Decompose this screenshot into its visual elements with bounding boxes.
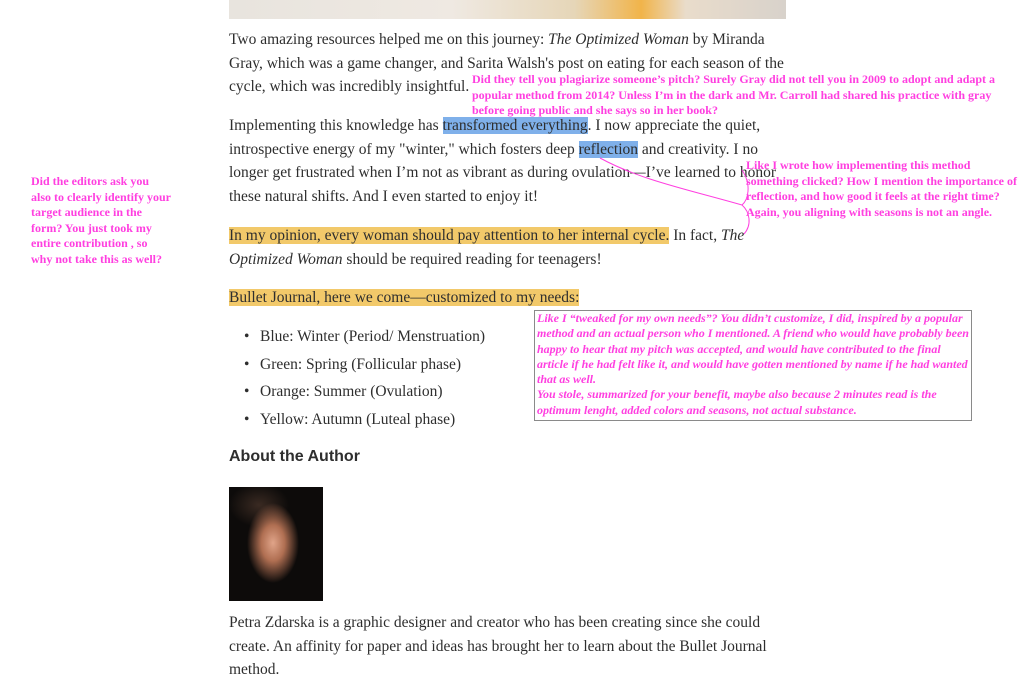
list-item: • Blue: Winter (Period/ Menstruation)	[244, 326, 485, 354]
annotation-right: Like I wrote how implementing this method something clicked? How I mention the importance of reflection, and how good it feels at the right time? Again, you aligning with seasons is not an angle.	[746, 158, 1017, 219]
highlight-transformed[interactable]: transformed everything	[442, 117, 588, 134]
text-span: Two amazing resources helped me on this journey:	[229, 31, 549, 48]
author-bio: Petra Zdarska is a graphic designer and creator who has been creating since she could create. An affinity for paper and ideas has brought her to learn about the Bullet Journal method.	[229, 614, 767, 678]
about-author-heading: About the Author	[229, 448, 360, 465]
list-item: • Yellow: Autumn (Luteal phase)	[244, 409, 485, 437]
list-item: • Green: Spring (Follicular phase)	[244, 354, 485, 382]
book-title: The Optimized Woman	[229, 227, 745, 268]
text-span: In fact,	[669, 227, 721, 244]
highlight-reflection[interactable]: reflection	[578, 140, 639, 158]
annotation-left: Did the editors ask you also to clearly identify your target audience in the form? You just took my entire contribution , so why not take this as well?	[31, 174, 171, 266]
list-item: • Orange: Summer (Ovulation)	[244, 381, 485, 409]
annotation-top: Did they tell you plagiarize someone’s pitch? Surely Gray did not tell you in 2009 to adopt and adapt a popular method from 2014? Unless I’m in the dark and Mr. Carroll had shared his practice with gray before going public and she says so in her book?	[472, 72, 996, 117]
book-title: The Optimized Woman	[548, 31, 689, 48]
text-span: should be required reading for teenagers!	[342, 250, 602, 268]
text-span: Implementing this knowledge has	[229, 117, 443, 134]
text-span: . I now appreciate the quiet, introspective energy of my "winter," which fosters deep	[229, 117, 761, 158]
text-span: and creativity. I no longer get frustrated when I’m not as vibrant as during ovulation—I’ve learned to honor these natural shifts. And I even started to enjoy it!	[229, 140, 777, 205]
highlight-opinion[interactable]: In my opinion, every woman should pay attention to her internal cycle.	[229, 227, 670, 244]
highlight-bullet-journal[interactable]: Bullet Journal, here we come—customized to my needs:	[229, 289, 580, 306]
text-span: by Miranda Gray, which was a game changer, and Sarita Walsh's post on eating for each season of the cycle, which was incredibly insightful.	[229, 31, 784, 95]
annotation-box-paragraph: You stole, summarized for your benefit, maybe also because 2 minutes read is the optimum lenght, added colors and seasons, not actual substance.	[537, 387, 937, 417]
annotation-box-paragraph: Like I “tweaked for my own needs”? You didn’t customize, I did, inspired by a popular method and an actual person who I mentioned. A friend who would have probably been happy to hear that my pitch was accepted, and would have contributed to the final article if he had felt like it, and would have gotten mentioned by name if he had wanted that as well.	[537, 311, 969, 387]
